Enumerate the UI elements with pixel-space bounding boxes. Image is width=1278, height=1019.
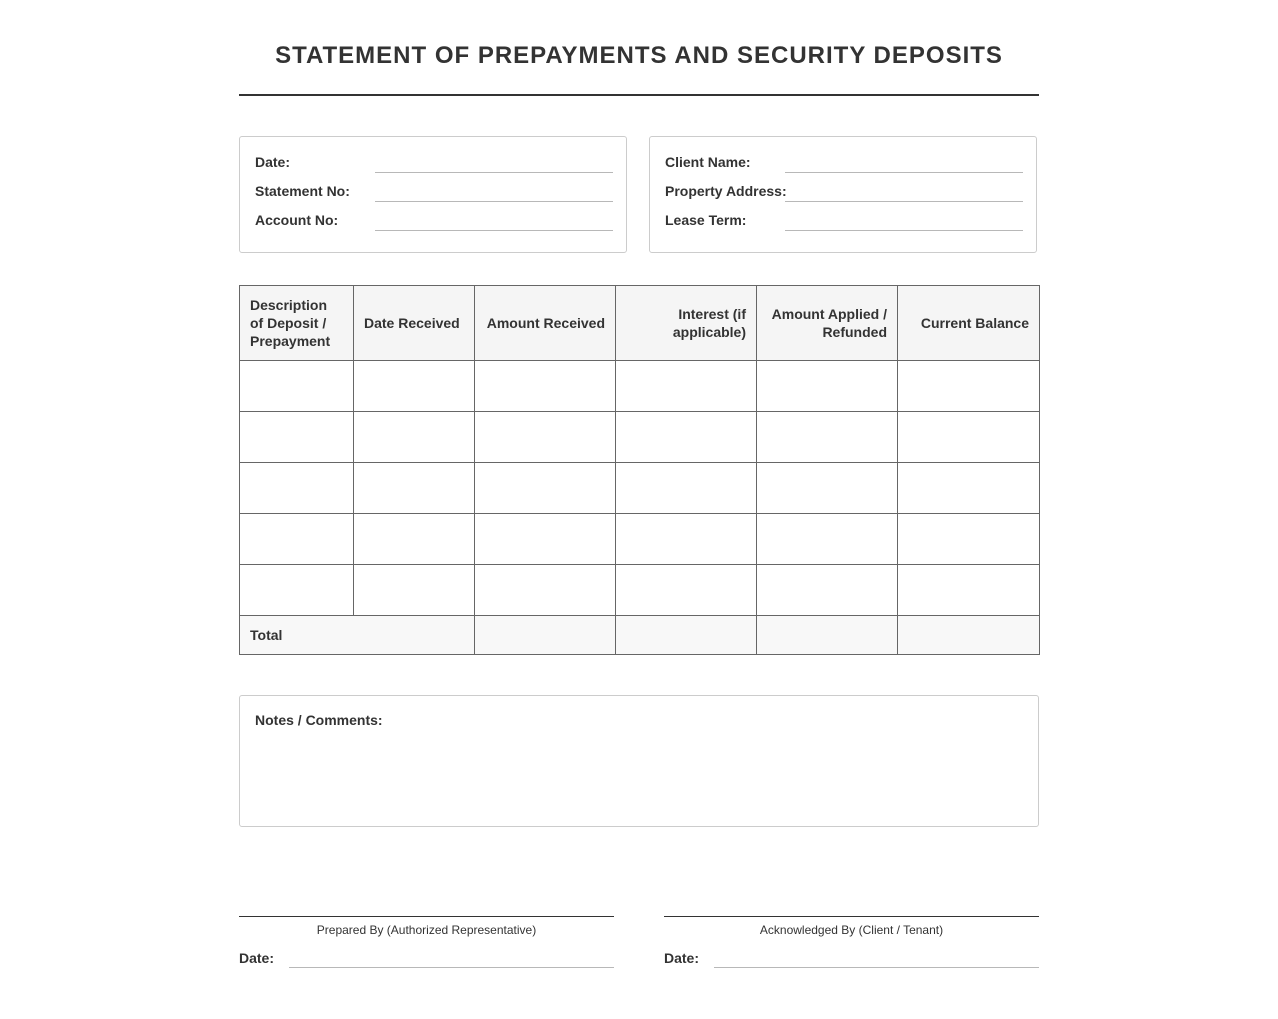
table-cell[interactable] (475, 463, 616, 514)
acknowledged-by-date-label: Date: (664, 950, 700, 966)
total-interest[interactable] (616, 616, 757, 655)
lease-term-label: Lease Term: (665, 212, 747, 228)
table-cell[interactable] (354, 463, 475, 514)
table-cell[interactable] (757, 463, 898, 514)
account-no-label: Account No: (255, 212, 339, 228)
table-cell[interactable] (757, 361, 898, 412)
table-cell[interactable] (757, 514, 898, 565)
table-cell[interactable] (898, 514, 1040, 565)
date-field[interactable] (375, 172, 613, 173)
account-no-field[interactable] (375, 230, 613, 231)
table-cell[interactable] (616, 514, 757, 565)
date-label: Date: (255, 154, 291, 170)
table-cell[interactable] (475, 514, 616, 565)
statement-no-field[interactable] (375, 201, 613, 202)
table-cell[interactable] (240, 463, 354, 514)
prepared-by-date-field[interactable] (289, 967, 614, 968)
table-cell[interactable] (240, 412, 354, 463)
total-current-balance[interactable] (898, 616, 1040, 655)
date-field-row (255, 153, 613, 173)
table-cell[interactable] (757, 565, 898, 616)
column-header-current-balance: Current Balance (898, 286, 1040, 361)
table-row (240, 514, 1040, 565)
total-row (240, 616, 1040, 655)
total-amount-applied[interactable] (757, 616, 898, 655)
table-cell[interactable] (475, 412, 616, 463)
column-header-description: Description of Deposit / Prepayment (240, 286, 354, 361)
table-cell[interactable] (240, 514, 354, 565)
statement-no-label: Statement No: (255, 183, 350, 199)
acknowledged-by-date-field[interactable] (714, 967, 1039, 968)
table-cell[interactable] (616, 412, 757, 463)
total-label: Total (240, 616, 475, 655)
notes-box[interactable] (239, 695, 1039, 827)
table-row (240, 412, 1040, 463)
table-row (240, 565, 1040, 616)
statement-info-box (239, 136, 627, 253)
table-cell[interactable] (475, 565, 616, 616)
document-title: STATEMENT OF PREPAYMENTS AND SECURITY DEPOSITS (275, 42, 1003, 69)
prepared-by-caption: Prepared By (Authorized Representative) (316, 923, 537, 937)
table-row (240, 361, 1040, 412)
property-address-label: Property Address: (665, 183, 787, 199)
table-cell[interactable] (616, 565, 757, 616)
client-name-label: Client Name: (665, 154, 751, 170)
statement-no-row (255, 182, 613, 202)
title-divider (239, 94, 1039, 96)
total-amount-received[interactable] (475, 616, 616, 655)
table-row (240, 463, 1040, 514)
lease-term-field[interactable] (785, 230, 1023, 231)
acknowledged-by-caption: Acknowledged By (Client / Tenant) (759, 923, 944, 937)
table-cell[interactable] (898, 412, 1040, 463)
account-no-row (255, 211, 613, 231)
table-cell[interactable] (898, 565, 1040, 616)
table-header-row (240, 286, 1040, 361)
table-cell[interactable] (475, 361, 616, 412)
column-header-amount-received: Amount Received (475, 286, 616, 361)
lease-term-row (665, 211, 1023, 231)
table-cell[interactable] (616, 361, 757, 412)
prepared-by-signature-line[interactable] (239, 916, 614, 917)
table-cell[interactable] (616, 463, 757, 514)
prepared-by-date-label: Date: (239, 950, 275, 966)
client-name-field[interactable] (785, 172, 1023, 173)
table-cell[interactable] (354, 412, 475, 463)
notes-label: Notes / Comments: (255, 712, 383, 728)
client-name-row (665, 153, 1023, 173)
table-cell[interactable] (240, 565, 354, 616)
table-cell[interactable] (354, 514, 475, 565)
table-cell[interactable] (757, 412, 898, 463)
client-info-box (649, 136, 1037, 253)
table-cell[interactable] (354, 565, 475, 616)
table-cell[interactable] (898, 463, 1040, 514)
deposits-table (239, 285, 1040, 655)
table-cell[interactable] (240, 361, 354, 412)
column-header-interest: Interest (if applicable) (616, 286, 757, 361)
table-cell[interactable] (354, 361, 475, 412)
column-header-date-received: Date Received (354, 286, 475, 361)
column-header-amount-applied: Amount Applied / Refunded (757, 286, 898, 361)
table-cell[interactable] (898, 361, 1040, 412)
property-address-field[interactable] (785, 201, 1023, 202)
property-address-row (665, 182, 1023, 202)
acknowledged-by-signature-line[interactable] (664, 916, 1039, 917)
